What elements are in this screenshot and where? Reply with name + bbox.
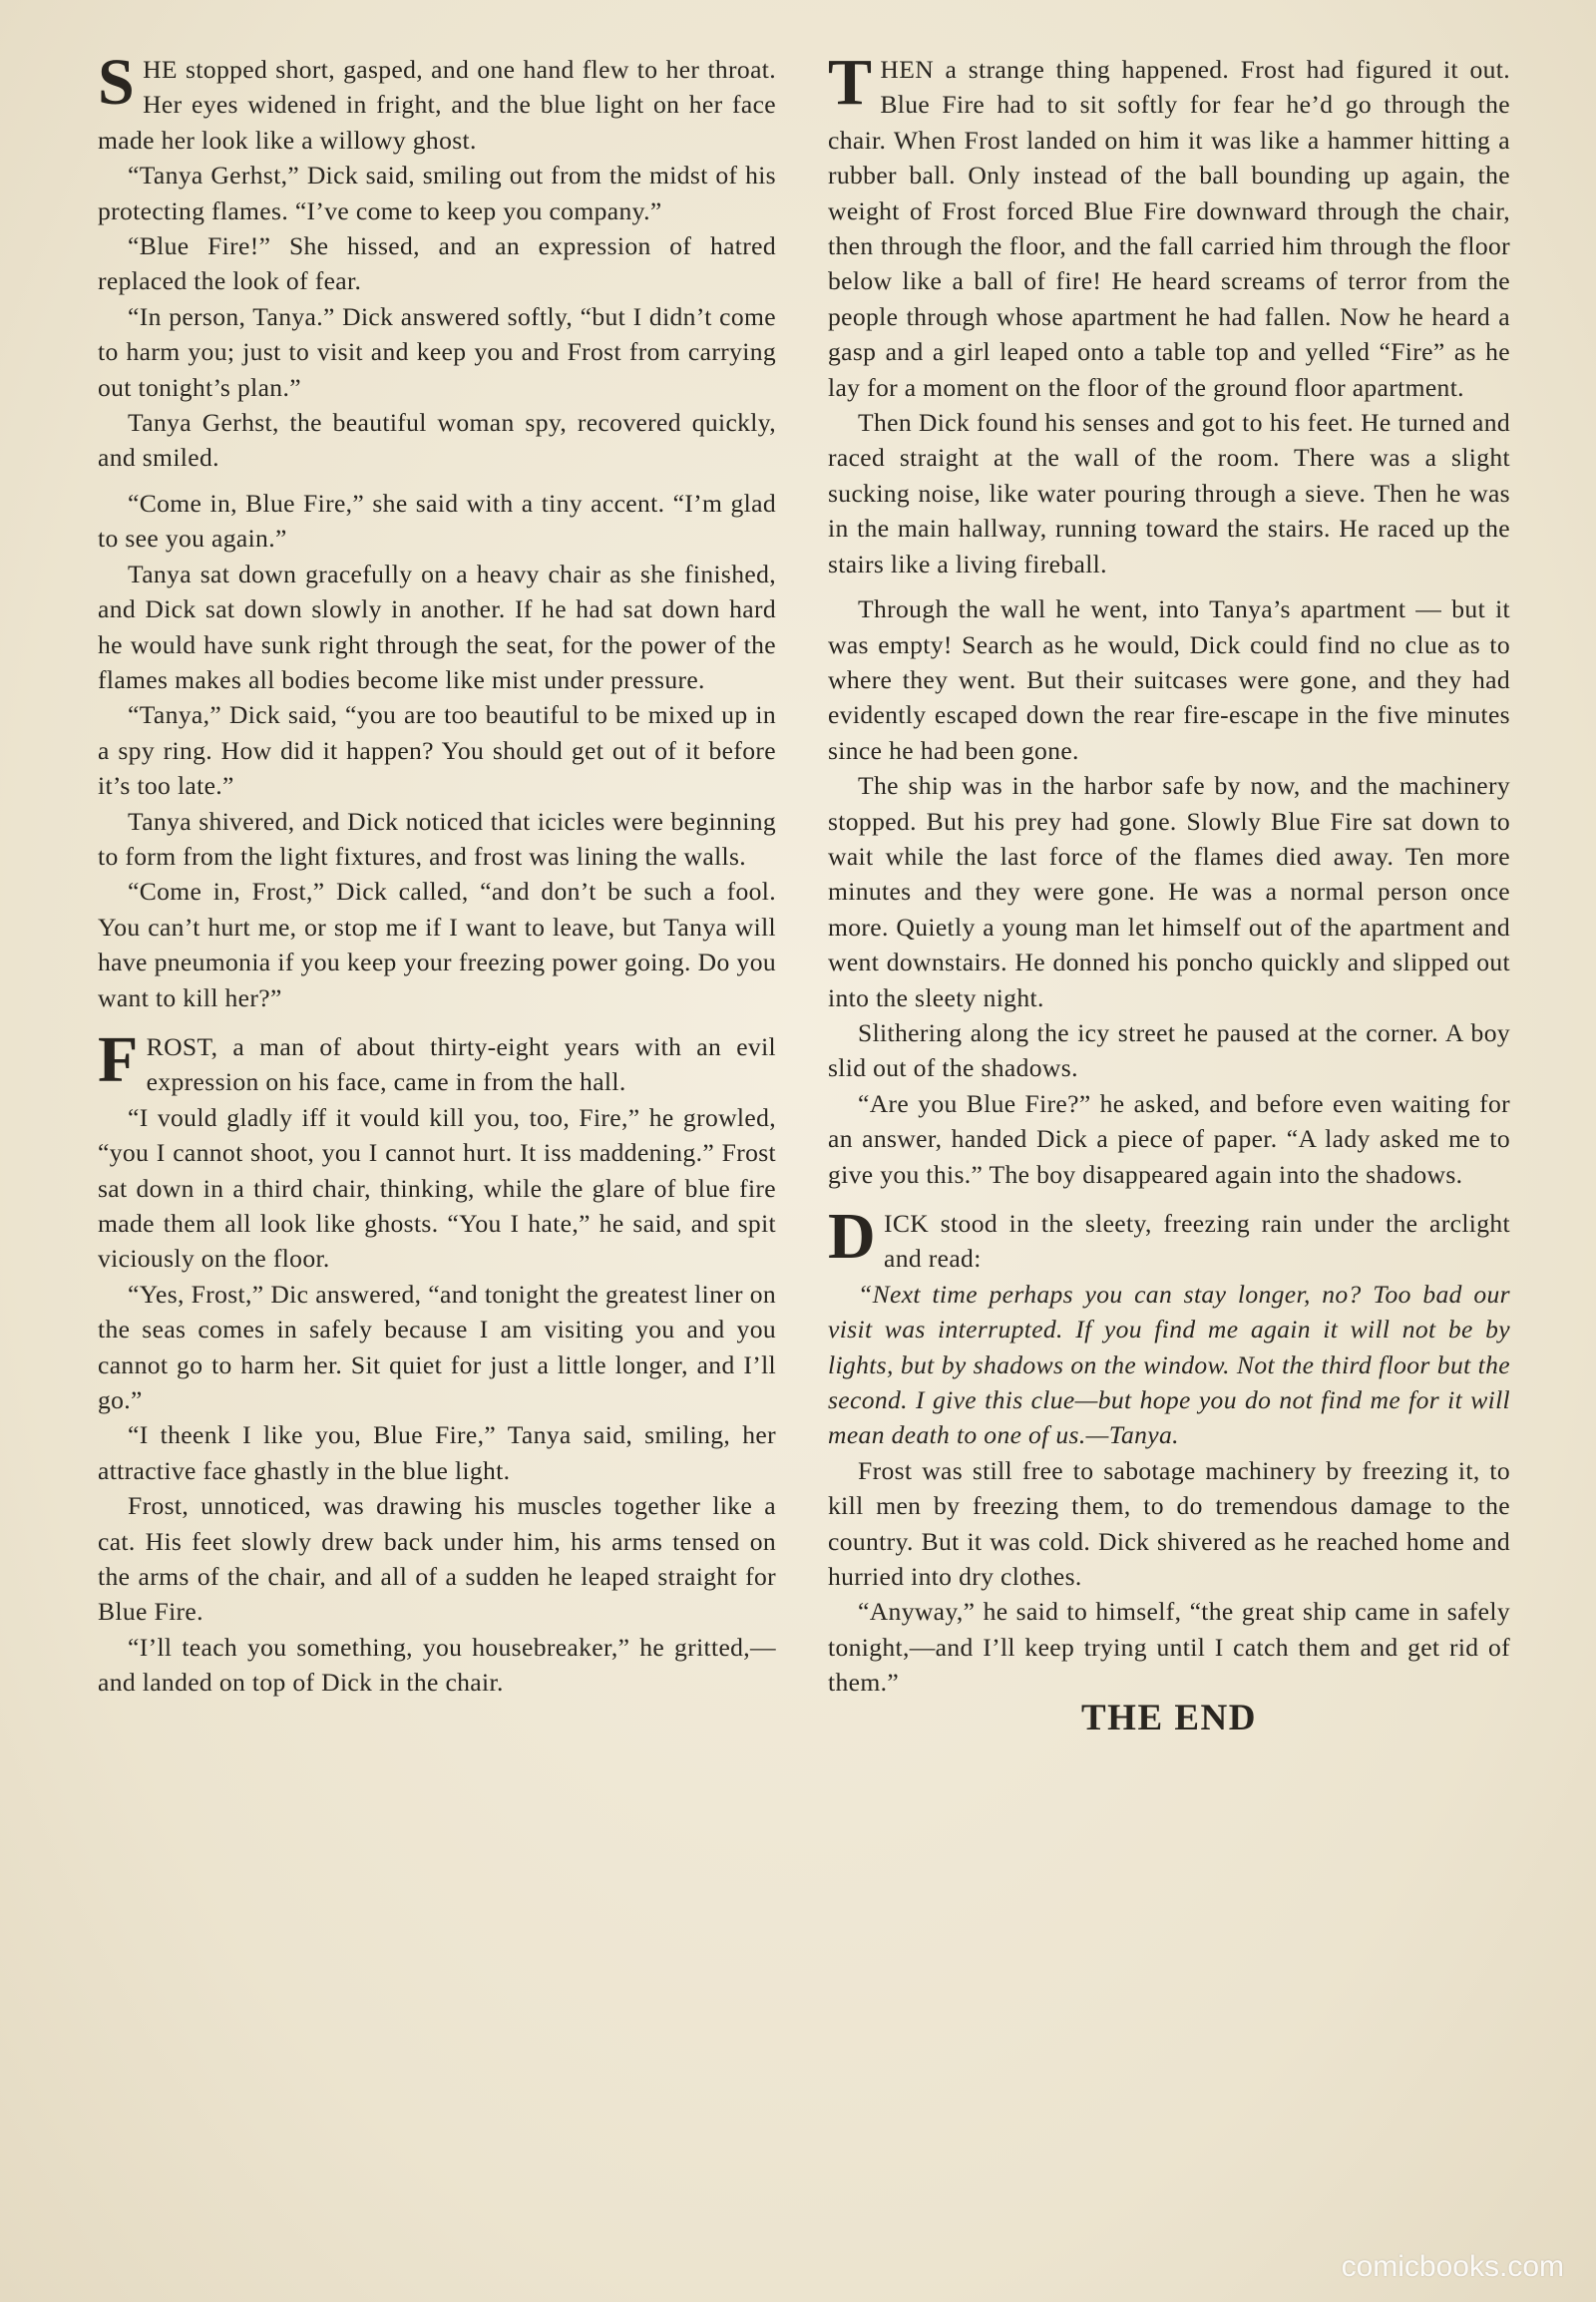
paragraph: “In person, Tanya.” Dick answered softly, “but I didn’t come to harm you; just to visit and keep you and Frost from carrying out tonight’s plan.” <box>98 301 776 402</box>
drop-cap: F <box>98 1022 139 1096</box>
left-column <box>98 46 776 1701</box>
letter-text: “Next time perhaps you can stay longer, no? Too bad our visit was interrupted. If you find me again it will not be by lights, but by shadows on the window. Not the third floor but the second. I give this clue—but hope you do not find me for it will mean death to one of us.—Tanya. <box>828 1279 1510 1450</box>
right-column <box>828 46 1510 1738</box>
paragraph: Then Dick found his senses and got to his feet. He turned and raced straight at the wall of the room. There was a slight sucking noise, like water pouring through a sieve. Then he was in the main hallway, running toward the stairs. He raced up the stairs like a living fireball. <box>828 408 1510 578</box>
paragraph: The ship was in the harbor safe by now, and the machinery stopped. But his prey had gone. Slowly Blue Fire sat down to wait while the last force of the flames died away. Ten more minutes and they were gone. He was a normal person once more. Quietly a young man let himself out of the apartment and went downstairs. He donned his poncho quickly and slipped out into the sleety night. <box>828 771 1510 1012</box>
paragraph-text: HEN a strange thing happened. Frost had figured it out. Blue Fire had to sit softly for fear he’d go through the chair. When Frost landed on him it was like a hammer hitting a rubber ball. Only instead of the ball bounding up again, the weight of Frost forced Blue Fire downward through the chair, then through the floor, and the fall carried him through the floor below like a ball of fire! He heard screams of terror from the people through whose apartment he had fallen. Now he heard a gasp and a girl leaped onto a table top and yelled “Fire” as he lay for a moment on the floor of the ground floor apartment. <box>828 55 1510 402</box>
paragraph: “Blue Fire!” She hissed, and an expression of hatred replaced the look of fear. <box>98 231 776 296</box>
paragraph: “Tanya Gerhst,” Dick said, smiling out from the midst of his protecting flames. “I’ve come to keep you company.” <box>98 161 776 225</box>
paragraph-text: HE stopped short, gasped, and one hand flew to her throat. Her eyes widened in fright, and the blue light on her face made her look like a willowy ghost. <box>98 55 776 155</box>
drop-cap: S <box>98 46 136 119</box>
paragraph-text: ROST, a man of about thirty-eight years with an evil expression on his face, came in from the hall. <box>146 1031 776 1097</box>
paragraph: “Tanya,” Dick said, “you are too beautiful to be mixed up in a spy ring. How did it happen? You should get out of it before it’s too late.” <box>98 700 776 801</box>
paragraph: Through the wall he went, into Tanya’s apartment — but it was empty! Search as he would, Dick could find no clue as to where they went. But their suitcases were gone, and they had evidently escaped down the rear fire-escape in the five minutes since he had been gone. <box>828 594 1510 765</box>
paragraph: “Are you Blue Fire?” he asked, and before even waiting for an answer, handed Dick a piece of paper. “A lady asked me to give you this.” The boy disappeared again into the shadows. <box>828 1088 1510 1189</box>
paragraph <box>828 1200 1510 1277</box>
paragraph: “Anyway,” he said to himself, “the great ship came in safely tonight,—and I’ll keep trying until I catch them and get rid of them.” <box>828 1597 1510 1698</box>
paragraph: “I vould gladly iff it vould kill you, too, Fire,” he growled, “you I cannot shoot, you I cannot hurt. It iss maddening.” Frost sat down in a third chair, thinking, while the glare of blue fire made them all look like ghosts. “You I hate,” he said, and spit viciously on the floor. <box>98 1102 776 1274</box>
paragraph: “Yes, Frost,” Dic answered, “and tonight the greatest liner on the seas comes in safely because I am visiting you and you cannot go to harm her. Sit quiet for just a little longer, and I’ll go.” <box>98 1279 776 1415</box>
paragraph: Tanya Gerhst, the beautiful woman spy, recovered quickly, and smiled. <box>98 408 776 473</box>
paragraph: “Come in, Blue Fire,” she said with a tiny accent. “I’m glad to see you again.” <box>98 488 776 554</box>
drop-cap: T <box>828 46 873 119</box>
the-end-heading: THE END <box>1080 1697 1257 1738</box>
drop-cap: D <box>828 1200 877 1273</box>
paragraph: Tanya sat down gracefully on a heavy chair as she finished, and Dick sat down slowly in another. If he had sat down hard he would have sunk right through the seat, for the power of the flames makes all bodies become like mist under pressure. <box>98 559 776 694</box>
paragraph <box>98 1022 776 1100</box>
paragraph: Frost, unnoticed, was drawing his muscles together like a cat. His feet slowly drew back under him, his arms tensed on the arms of the chair, and all of a sudden he leaped straight for Blue Fire. <box>98 1491 776 1627</box>
paragraph: Frost was still free to sabotage machinery by freezing it, to kill men by freezing them, to do tremendous damage to the country. But it was cold. Dick shivered as he reached home and hurried into dry clothes. <box>828 1455 1510 1592</box>
paragraph <box>98 46 776 158</box>
paragraph: “I theenk I like you, Blue Fire,” Tanya said, smiling, her attractive face ghastly in the blue light. <box>98 1420 776 1485</box>
paragraph <box>828 46 1510 405</box>
paragraph: Tanya shivered, and Dick noticed that icicles were beginning to form from the light fixtures, and frost was lining the walls. <box>98 806 776 871</box>
paragraph: “I’ll teach you something, you housebreaker,” he gritted,—and landed on top of Dick in the chair. <box>98 1632 776 1698</box>
paragraph-text: ICK stood in the sleety, freezing rain under the arclight and read: <box>884 1209 1510 1274</box>
watermark: comicbooks.com <box>1341 2250 1564 2283</box>
paragraph: “Come in, Frost,” Dick called, “and don’t be such a fool. You can’t hurt me, or stop me if I want to leave, but Tanya will have pneumonia if you keep your freezing power going. Do you want to kill her?” <box>98 877 776 1012</box>
paragraph: Slithering along the icy street he paused at the corner. A boy slid out of the shadows. <box>828 1017 1510 1083</box>
